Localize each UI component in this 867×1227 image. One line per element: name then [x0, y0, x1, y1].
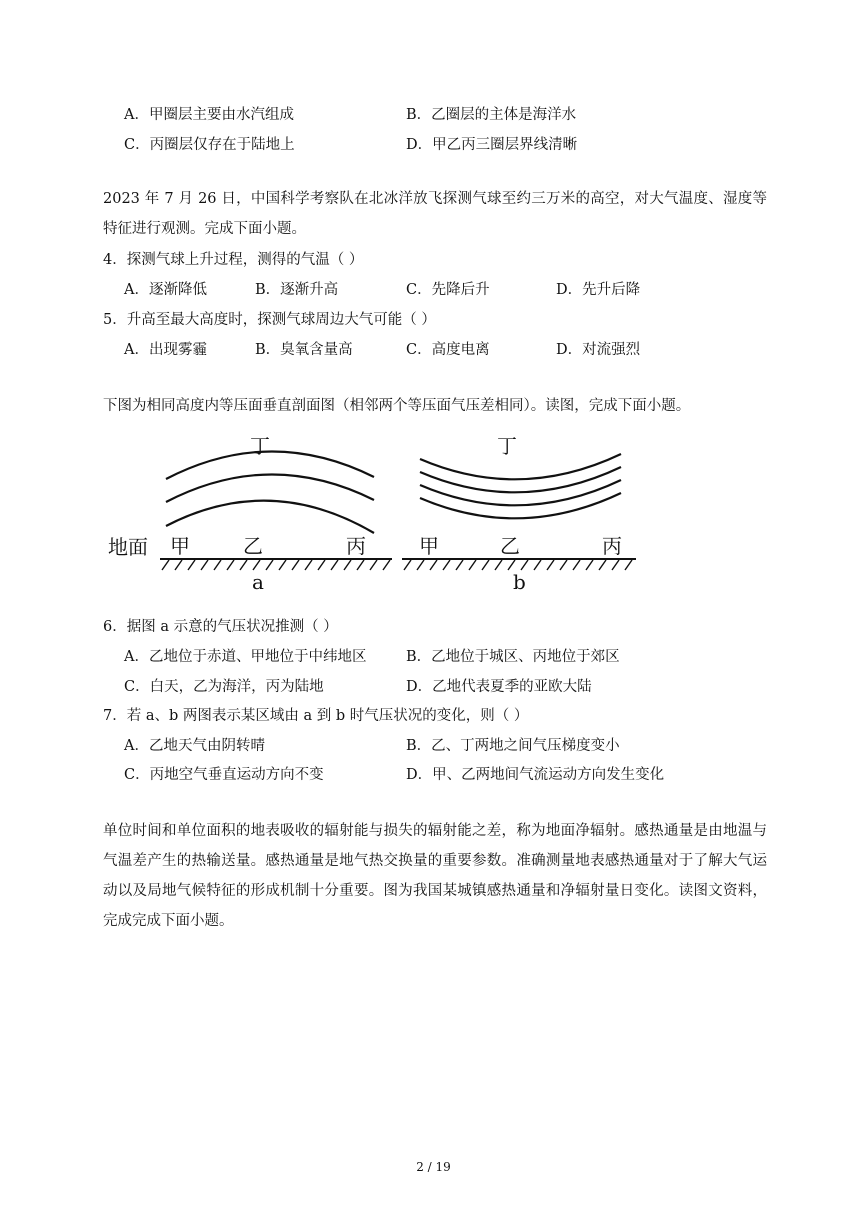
fig-a-isobar-2: [166, 474, 374, 502]
hatch-mark: [292, 560, 299, 570]
hatch-mark: [469, 560, 476, 570]
q4-stem: 4．探测气球上升过程，测得的气温（ ）: [103, 252, 364, 268]
hatch-mark: [162, 560, 169, 570]
fig-b-point-jia: 甲: [419, 534, 439, 558]
hatch-mark: [599, 560, 606, 570]
fig-a-point-yi: 乙: [243, 534, 263, 558]
fig-b-ground-hatching: [404, 560, 632, 570]
intro-radiation: 单位时间和单位面积的地表吸收的辐射能与损失的辐射能之差，称为地面净辐射。感热通量是由地温与气温差产生的热输送量。感热通量是地气热交换量的重要参数。准确测量地表感热通量对于了解大气运动以及局地气候特征的形成机制十分重要。图为我国某城镇感热通量和净辐射量日变化。读图文资料，完成完成下面小题。: [103, 823, 767, 929]
fig-b-point-bing: 丙: [602, 534, 622, 558]
q5-option-d: D．对流强烈: [556, 342, 641, 358]
hatch-mark: [560, 560, 567, 570]
hatch-mark: [305, 560, 312, 570]
hatch-mark: [521, 560, 528, 570]
fig-a-isobar-3: [166, 501, 374, 533]
q4-option-a: A．逐渐降低: [124, 282, 207, 298]
q5-stem: 5．升高至最大高度时，探测气球周边大气可能（ ）: [103, 312, 436, 328]
hatch-mark: [344, 560, 351, 570]
hatch-mark: [279, 560, 286, 570]
hatch-mark: [612, 560, 619, 570]
q6-option-b: B．乙地位于城区、丙地位于郊区: [406, 649, 620, 665]
q6-option-d: D．乙地代表夏季的亚欧大陆: [406, 679, 592, 695]
intro-balloon: 2023 年 7 月 26 日，中国科学考察队在北冰洋放飞探测气球至约三万米的高空，对大气温度、湿度等特征进行观测。完成下面小题。: [103, 191, 767, 237]
q4-option-d: D．先升后降: [556, 282, 641, 298]
hatch-mark: [318, 560, 325, 570]
q6-option-a: A．乙地位于赤道、甲地位于中纬地区: [124, 649, 367, 665]
hatch-mark: [482, 560, 489, 570]
fig-a-top-label: 丁: [250, 434, 270, 458]
hatch-mark: [383, 560, 390, 570]
q6-stem: 6．据图 a 示意的气压状况推测（ ）: [103, 619, 338, 635]
q5-option-b: B．臭氧含量高: [255, 342, 353, 358]
q3-option-b: B．乙圈层的主体是海洋水: [406, 107, 577, 123]
hatch-mark: [357, 560, 364, 570]
hatch-mark: [508, 560, 515, 570]
q5-option-a: A．出现雾霾: [124, 342, 207, 358]
hatch-mark: [370, 560, 377, 570]
fig-a-point-jia: 甲: [170, 534, 190, 558]
fig-b-isobar-1: [420, 454, 621, 479]
fig-b-top-label: 丁: [497, 434, 517, 458]
hatch-mark: [547, 560, 554, 570]
q4-option-c: C．先降后升: [406, 282, 490, 298]
hatch-mark: [214, 560, 221, 570]
hatch-mark: [227, 560, 234, 570]
hatch-mark: [253, 560, 260, 570]
fig-caption-b: b: [513, 570, 526, 594]
hatch-mark: [625, 560, 632, 570]
hatch-mark: [188, 560, 195, 570]
hatch-mark: [266, 560, 273, 570]
q5-option-c: C．高度电离: [406, 342, 490, 358]
fig-caption-a: a: [252, 570, 264, 594]
hatch-mark: [534, 560, 541, 570]
hatch-mark: [495, 560, 502, 570]
q7-option-a: A．乙地天气由阴转晴: [124, 738, 265, 754]
isobar-figure: [100, 425, 645, 595]
hatch-mark: [417, 560, 424, 570]
fig-b-point-yi: 乙: [500, 534, 520, 558]
q4-option-b: B．逐渐升高: [255, 282, 339, 298]
q7-option-b: B．乙、丁两地之间气压梯度变小: [406, 738, 620, 754]
q7-option-c: C．丙地空气垂直运动方向不变: [124, 767, 324, 783]
hatch-mark: [586, 560, 593, 570]
fig-ground-label: 地面: [108, 535, 148, 559]
q6-option-c: C．白天，乙为海洋，丙为陆地: [124, 679, 324, 695]
intro-pressure: 下图为相同高度内等压面垂直剖面图（相邻两个等压面气压差相同）。读图，完成下面小题。: [103, 398, 691, 414]
page-number: 2 / 19: [416, 1160, 451, 1174]
hatch-mark: [240, 560, 247, 570]
q7-stem: 7．若 a、b 两图表示某区域由 a 到 b 时气压状况的变化，则（ ）: [103, 708, 529, 724]
fig-a-ground-hatching: [162, 560, 390, 570]
fig-a-isobars: [166, 451, 374, 533]
hatch-mark: [443, 560, 450, 570]
fig-b-isobars: [420, 454, 621, 518]
hatch-mark: [456, 560, 463, 570]
hatch-mark: [201, 560, 208, 570]
q7-option-d: D．甲、乙两地间气流运动方向发生变化: [406, 767, 665, 783]
hatch-mark: [404, 560, 411, 570]
hatch-mark: [573, 560, 580, 570]
fig-a-point-bing: 丙: [346, 534, 366, 558]
q3-option-d: D．甲乙丙三圈层界线清晰: [406, 137, 578, 153]
q3-option-c: C．丙圈层仅存在于陆地上: [124, 137, 295, 153]
q3-option-a: A．甲圈层主要由水汽组成: [124, 107, 294, 123]
hatch-mark: [430, 560, 437, 570]
hatch-mark: [175, 560, 182, 570]
hatch-mark: [331, 560, 338, 570]
